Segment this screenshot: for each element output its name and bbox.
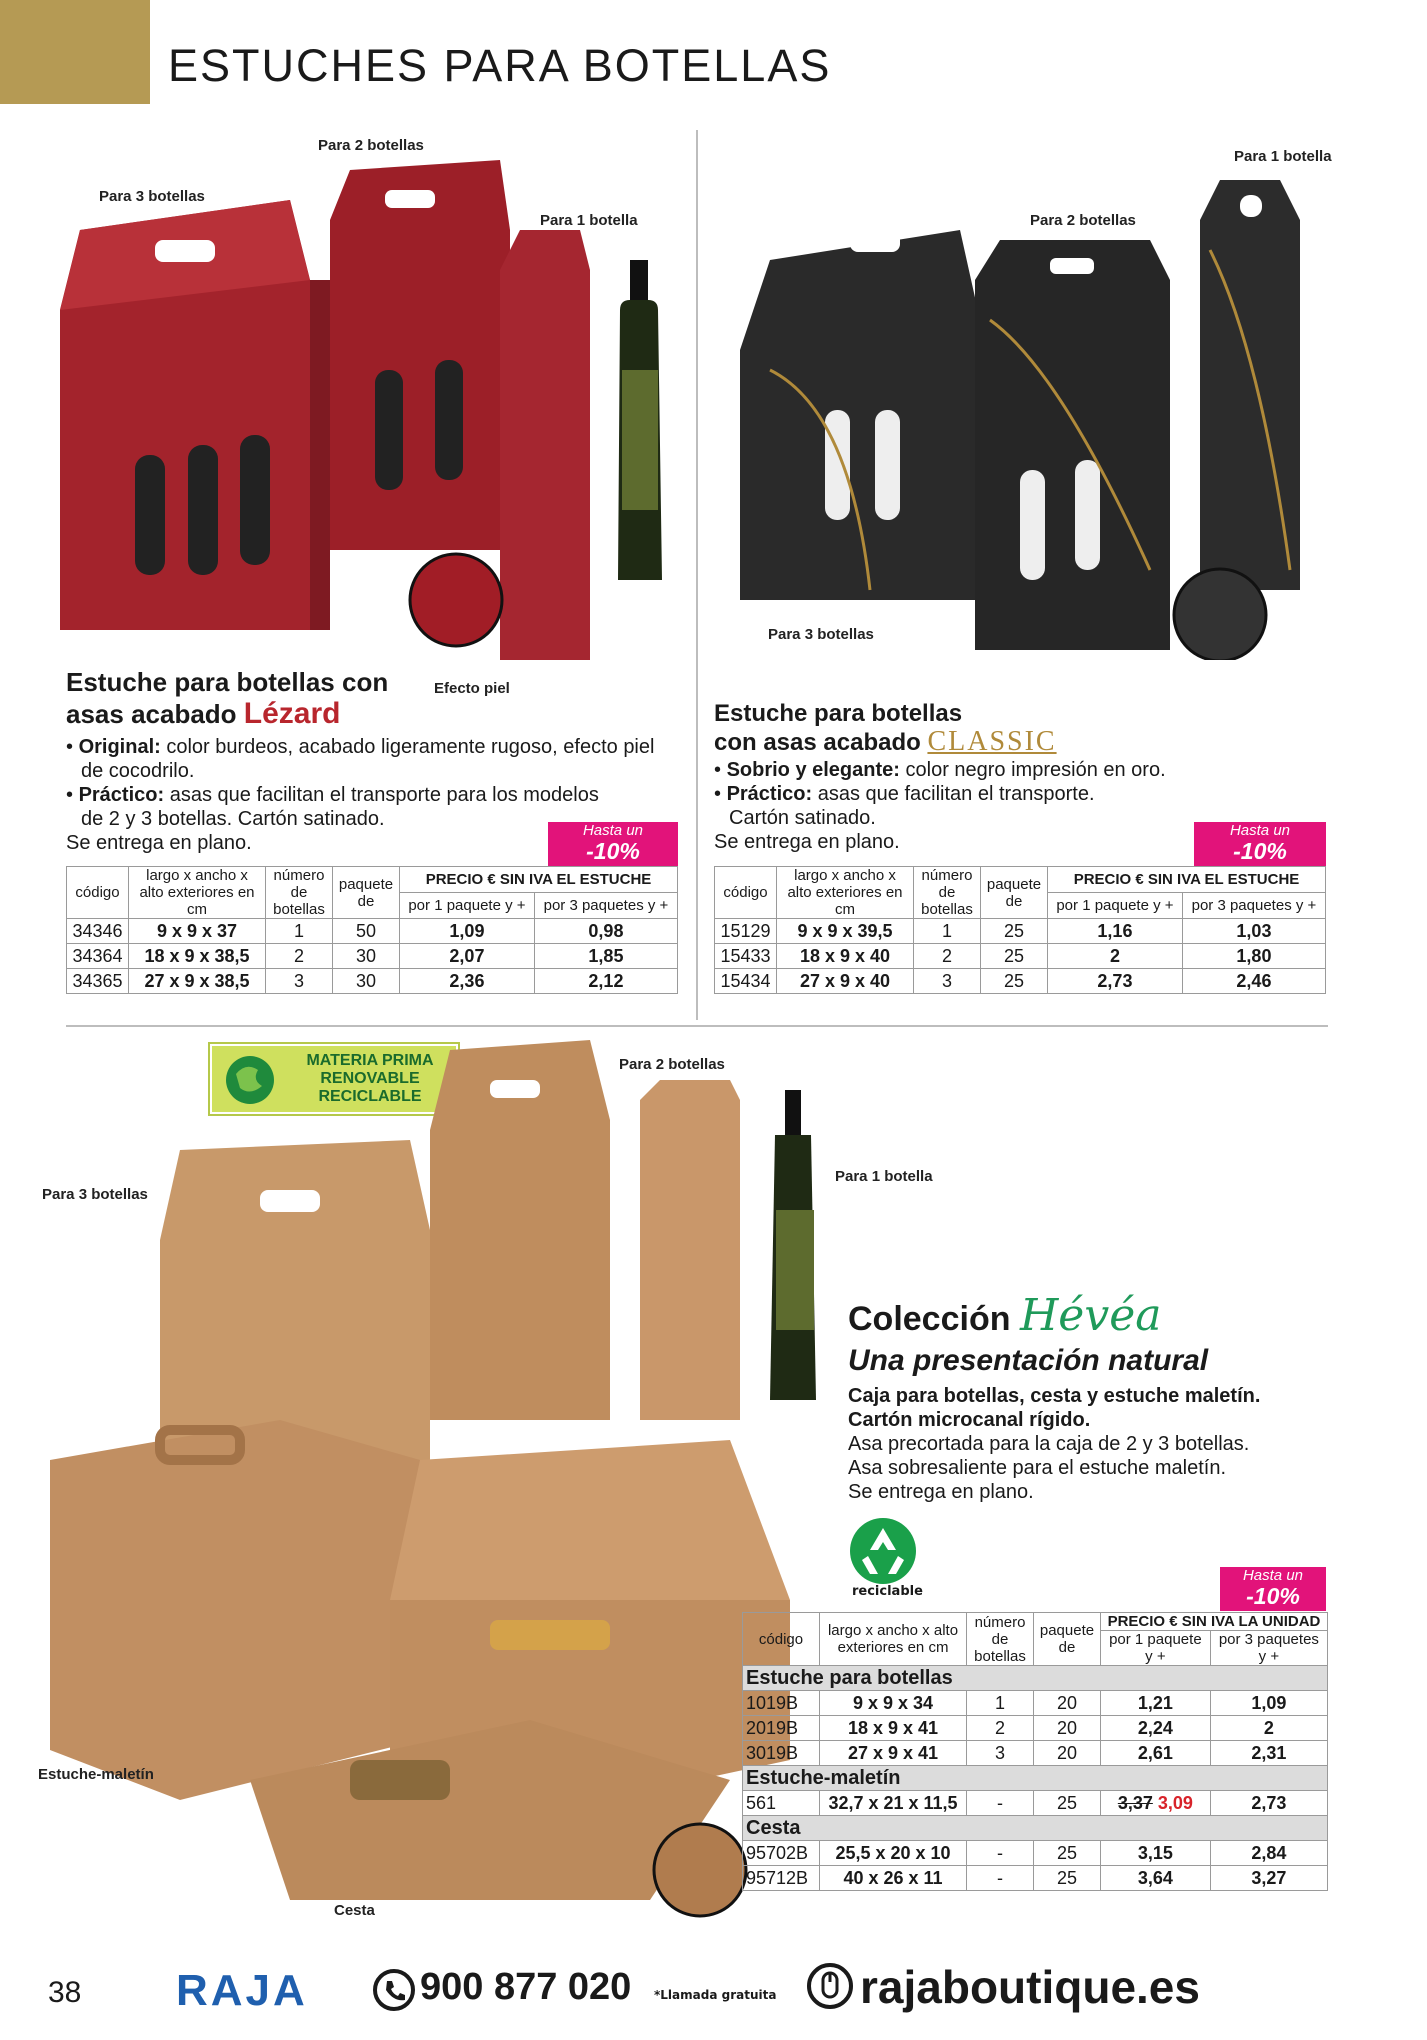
classic-brand: CLASSIC <box>927 726 1057 757</box>
label-kraft-1-bottle: Para 1 botella <box>835 1168 933 1185</box>
table-row: 34346 9 x 9 x 37 1 50 1,09 0,98 <box>67 919 678 944</box>
label-black-2-bottles: Para 2 botellas <box>1030 212 1136 229</box>
raja-logo: RAJA <box>176 1966 308 2015</box>
classic-price-table: código largo x ancho x alto exteriores en cm número de botellas paquete de PRECIO € SIN IVA EL ESTUCHE por 1 paquete y + por 3 paquetes y + 15129 9 x 9 x 39,5 1 25 1,16 1,03 15433 18 x 9 x 40 2 25 2 1,80 15434 27 x 9 x 40 3 25 2,73 2,46 <box>714 866 1326 994</box>
page-number: 38 <box>48 1976 82 2009</box>
label-red-3-bottles: Para 3 botellas <box>99 188 205 205</box>
lezard-brand: Lézard <box>243 697 341 730</box>
recycle-label: reciclable <box>852 1584 923 1599</box>
hevea-brand: Hévéa <box>1019 1290 1162 1341</box>
column-divider <box>696 130 698 1020</box>
recycle-icon <box>848 1516 918 1586</box>
table-row: 1019B 9 x 9 x 34 1 20 1,21 1,09 <box>743 1691 1328 1716</box>
table-row: 34364 18 x 9 x 38,5 2 30 2,07 1,85 <box>67 944 678 969</box>
section-header: Estuche-maletín <box>743 1766 1328 1791</box>
table-row: 561 32,7 x 21 x 11,5 - 25 3,37 3,09 2,73 <box>743 1791 1328 1816</box>
hevea-description: Caja para botellas, cesta y estuche maletín. Cartón microcanal rígido. Asa precortada para la caja de 2 y 3 botellas. Asa sobresaliente para el estuche maletín. Se entrega en plano. <box>848 1385 1261 1503</box>
hevea-price-table: código largo x ancho x alto exteriores en cm número de botellas paquete de PRECIO € SIN IVA LA UNIDAD por 1 paquete y + por 3 paquetes y + Estuche para botellas 1019B 9 x 9 x 34 1 20 1,21 1,09 2019B 18 x 9 x 41 2 20 2,24 2 3019B 27 x 9 x 41 3 20 2,61 2,31 Estuche-maletín 561 32,7 x 21 x 11,5 - 25 3,37 3,09 2,73 Cesta 95702B 25,5 x 20 x 10 - 25 3,15 2,84 95712B 40 x 26 x 11 - 25 3,64 3,27 <box>742 1612 1328 1891</box>
hevea-subtitle: Una presentación natural <box>848 1344 1209 1377</box>
phone-note: *Llamada gratuita <box>654 1988 777 2002</box>
label-texture: Efecto piel <box>434 680 510 697</box>
section-divider <box>66 1025 1328 1027</box>
table-row: 34365 27 x 9 x 38,5 3 30 2,36 2,12 <box>67 969 678 994</box>
table-row: 95712B 40 x 26 x 11 - 25 3,64 3,27 <box>743 1866 1328 1891</box>
label-cesta: Cesta <box>334 1902 375 1919</box>
section-header: Cesta <box>743 1816 1328 1841</box>
lezard-price-table: código largo x ancho x alto exteriores en cm número de botellas paquete de PRECIO € SIN IVA EL ESTUCHE por 1 paquete y + por 3 paquetes y + 34346 9 x 9 x 37 1 50 1,09 0,98 34364 18 x 9 x 38,5 2 30 2,07 1,85 34365 27 x 9 x 38,5 3 30 2,36 2,12 <box>66 866 678 994</box>
phone-number[interactable]: 900 877 020 <box>420 1966 632 2008</box>
table-row: 95702B 25,5 x 20 x 10 - 25 3,15 2,84 <box>743 1841 1328 1866</box>
label-black-3-bottles: Para 3 botellas <box>768 626 874 643</box>
lezard-title: Estuche para botellas con asas acabado Lézard <box>66 667 389 730</box>
label-maletin: Estuche-maletín <box>38 1766 154 1783</box>
section-header: Estuche para botellas <box>743 1666 1328 1691</box>
label-kraft-3-bottles: Para 3 botellas <box>42 1186 148 1203</box>
page-title: ESTUCHES PARA BOTELLAS <box>168 40 832 91</box>
classic-description: • Sobrio y elegante: color negro impresión en oro. • Práctico: asas que facilitan el transporte. Cartón satinado. Se entrega en plano. <box>714 759 1166 853</box>
table-row: 15434 27 x 9 x 40 3 25 2,73 2,46 <box>715 969 1326 994</box>
label-red-2-bottles: Para 2 botellas <box>318 137 424 154</box>
mouse-icon <box>806 1962 854 2010</box>
lezard-product-image <box>40 160 690 680</box>
table-row: 2019B 18 x 9 x 41 2 20 2,24 2 <box>743 1716 1328 1741</box>
website-link[interactable]: rajaboutique.es <box>860 1961 1200 2013</box>
hevea-title: Colección Hévéa <box>848 1290 1162 1341</box>
table-row: 15433 18 x 9 x 40 2 25 2 1,80 <box>715 944 1326 969</box>
table-row: 3019B 27 x 9 x 41 3 20 2,61 2,31 <box>743 1741 1328 1766</box>
classic-product-image <box>730 170 1350 660</box>
label-kraft-2-bottles: Para 2 botellas <box>619 1056 725 1073</box>
label-black-1-bottle: Para 1 botella <box>1234 148 1332 165</box>
lezard-discount-badge: Hasta un -10% <box>548 822 678 866</box>
classic-title: Estuche para botellas con asas acabado CLASSIC <box>714 700 1057 757</box>
lezard-description: • Original: color burdeos, acabado ligeramente rugoso, efecto piel de cocodrilo. • Práctico: asas que facilitan el transporte para los modelos de 2 y 3 botellas. Cartón satinado. Se entrega en plano. <box>66 736 655 854</box>
classic-discount-badge: Hasta un -10% <box>1194 822 1326 866</box>
phone-icon <box>372 1968 416 2012</box>
table-row: 15129 9 x 9 x 39,5 1 25 1,16 1,03 <box>715 919 1326 944</box>
hevea-discount-badge: Hasta un -10% <box>1220 1567 1326 1611</box>
gold-header-tab <box>0 0 150 104</box>
eco-badge: MATERIA PRIMA RENOVABLE RECICLABLE <box>210 1044 458 1114</box>
label-red-1-bottle: Para 1 botella <box>540 212 638 229</box>
